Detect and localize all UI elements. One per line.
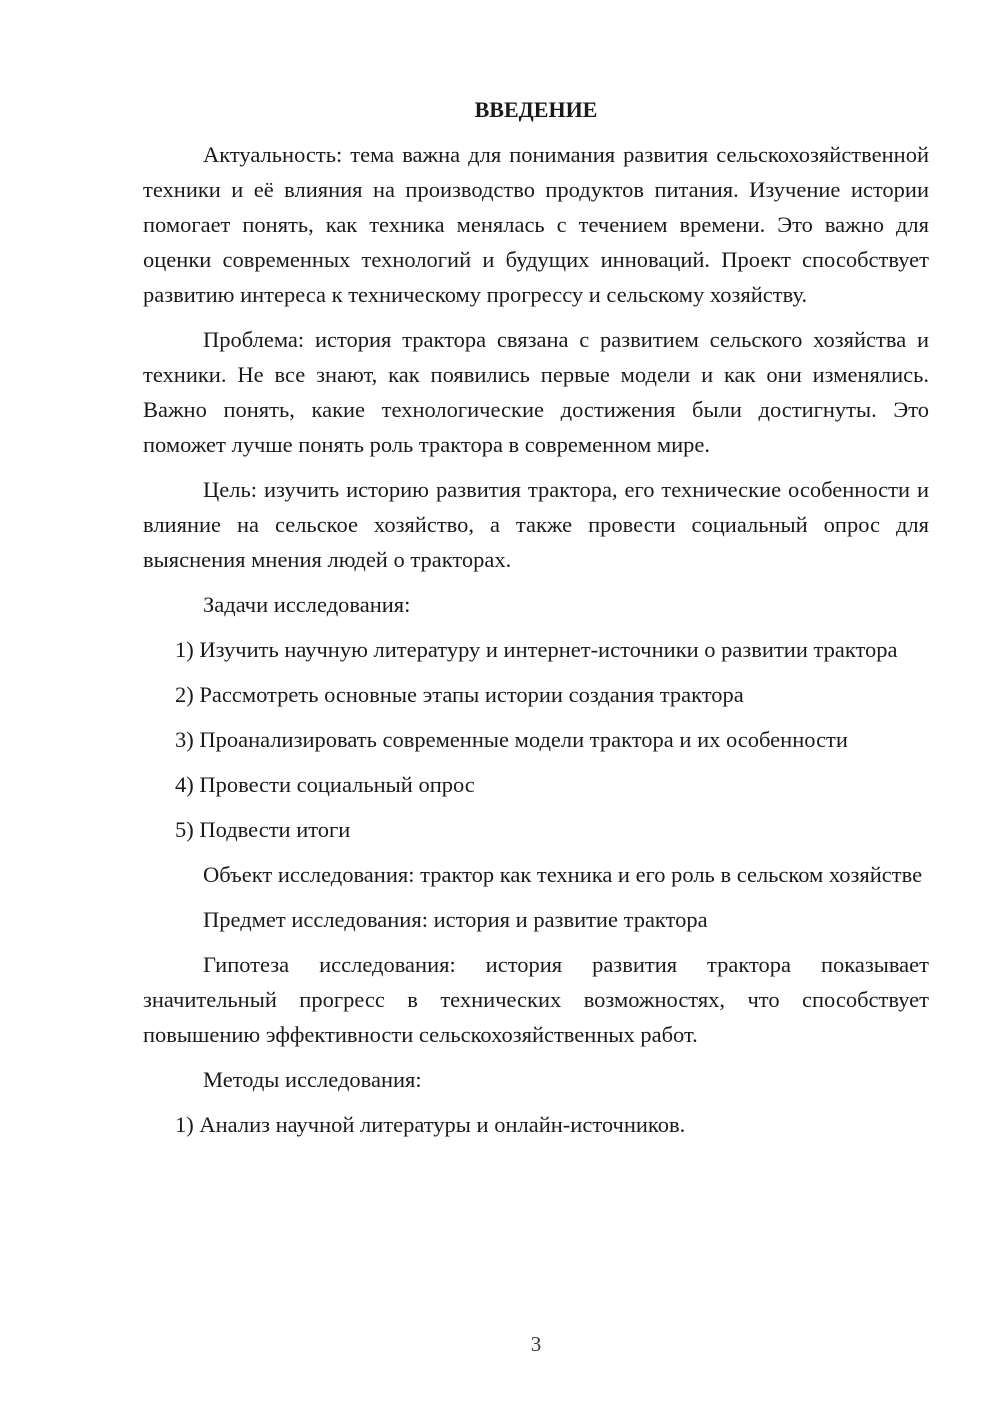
subject-paragraph: Предмет исследования: история и развитие трактора [203,907,708,932]
goal-paragraph: Цель: изучить историю развития трактора, его технические особенности и влияние на сельское хозяйство, а также провести социальный опрос для выяснения мнения людей о тракторах. [143,477,929,572]
task-item-1: 1) Изучить научную литературу и интернет-источники о развитии трактора [175,637,898,662]
relevance-paragraph: Актуальность: тема важна для понимания развития сельскохозяйственной техники и её влияния на производство продуктов питания. Изучение истории помогает понять, как техника менялась с течением времени. Это важно для оценки современных технологий и будущих инноваций. Проект способствует развитию интереса к техническому прогрессу и сельскому хозяйству. [143,142,929,307]
tasks-title: Задачи исследования: [203,592,411,617]
task-item-4: 4) Провести социальный опрос [175,772,475,797]
page-title: ВВЕДЕНИЕ [474,97,598,122]
page-content [143,94,929,1152]
task-item-2: 2) Рассмотреть основные этапы истории создания трактора [175,682,744,707]
methods-title: Методы исследования: [203,1067,422,1092]
problem-paragraph: Проблема: история трактора связана с развитием сельского хозяйства и техники. Не все знают, как появились первые модели и как они изменялись. Важно понять, какие технологические достижения были достигнуты. Это поможет лучше понять роль трактора в современном мире. [143,327,929,457]
method-item-1: 1) Анализ научной литературы и онлайн-источников. [175,1112,686,1137]
page-number: 3 [530,1332,542,1356]
object-paragraph: Объект исследования: трактор как техника и его роль в сельском хозяйстве [203,862,923,887]
hypothesis-paragraph: Гипотеза исследования: история развития трактора показывает значительный прогресс в технических возможностях, что способствует повышению эффективности сельскохозяйственных работ. [143,952,929,1047]
task-item-3: 3) Проанализировать современные модели трактора и их особенности [175,727,848,752]
task-item-5: 5) Подвести итоги [175,817,351,842]
